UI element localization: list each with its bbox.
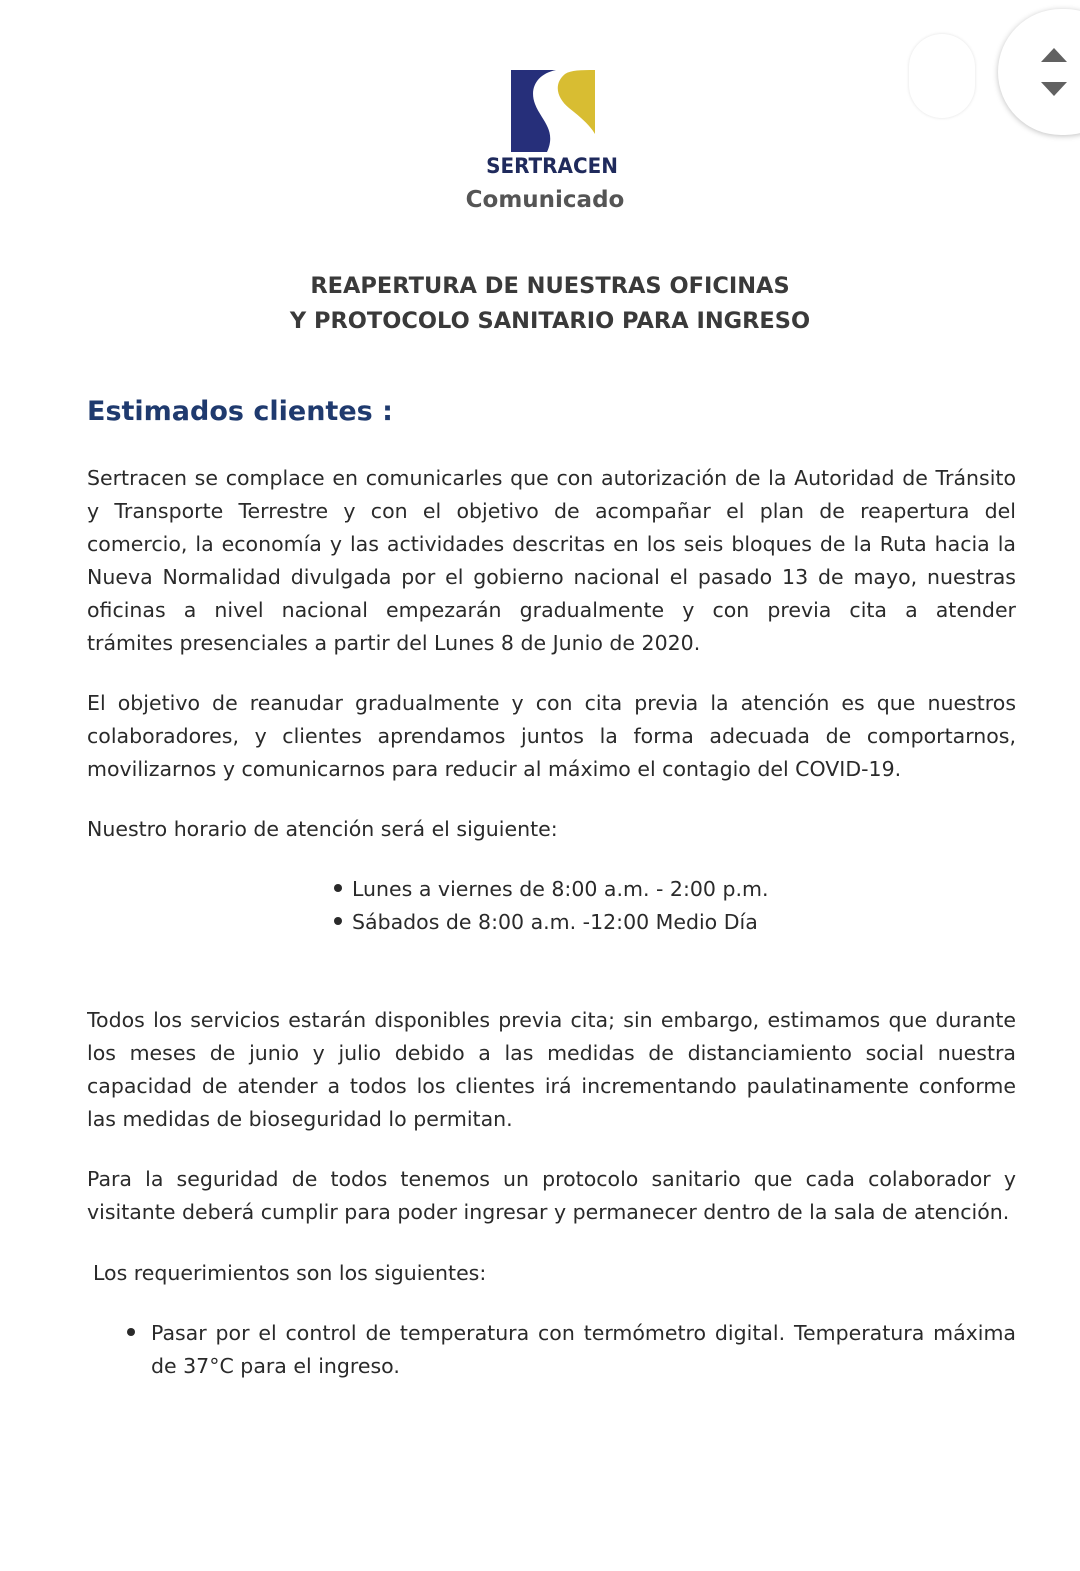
arrow-down-icon[interactable]: [1041, 82, 1067, 96]
paragraph-line: comercio, la economía y las actividades descritas en los seis bloques de la Ruta hacia la: [87, 532, 1016, 556]
paragraph-line: Los requerimientos son los siguientes:: [93, 1261, 487, 1285]
paragraph-line: los meses de junio y julio debido a las medidas de distanciamiento social nuestra: [87, 1041, 1016, 1065]
schedule-intro: [87, 813, 1016, 846]
paragraph-services: [87, 1004, 1016, 1136]
sertracen-logo-icon: [511, 70, 595, 152]
bullet-icon: [127, 1328, 135, 1336]
paragraph-objective: [87, 687, 1016, 786]
title-line-1: REAPERTURA DE NUESTRAS OFICINAS: [310, 273, 790, 299]
paragraph-line: capacidad de atender a todos los clientes irá incrementando paulatinamente conforme: [87, 1074, 1016, 1098]
schedule-list: [334, 873, 769, 939]
bullet-icon: [334, 917, 342, 925]
paragraph-line: de 37°C para el ingreso.: [151, 1354, 400, 1378]
scroll-button[interactable]: [998, 9, 1080, 135]
paragraph-line: las medidas de bioseguridad lo permitan.: [87, 1107, 513, 1131]
brand-name: SERTRACEN: [486, 154, 618, 178]
paragraph-line: colaboradores, y clientes aprendamos juntos la forma adecuada de comportarnos,: [87, 724, 1016, 748]
list-item: [334, 873, 769, 906]
paragraph-line: oficinas a nivel nacional empezarán gradualmente y con previa cita a atender: [87, 598, 1016, 622]
greeting-heading: Estimados clientes :: [87, 396, 393, 427]
schedule-saturday: Sábados de 8:00 a.m. -12:00 Medio Día: [352, 910, 758, 934]
list-item: [334, 906, 769, 939]
arrow-up-icon[interactable]: [1041, 48, 1067, 62]
bullet-icon: [334, 884, 342, 892]
document-type: Comunicado: [465, 187, 625, 213]
paragraph-line: visitante deberá cumplir para poder ingresar y permanecer dentro de la sala de atención.: [87, 1200, 1010, 1224]
paragraph-line: Todos los servicios estarán disponibles previa cita; sin embargo, estimamos que durante: [87, 1008, 1016, 1032]
paragraph-line: Para la seguridad de todos tenemos un protocolo sanitario que cada colaborador y: [87, 1167, 1016, 1191]
paragraph-line: El objetivo de reanudar gradualmente y con cita previa la atención es que nuestros: [87, 691, 1016, 715]
requirement-item: [151, 1317, 1016, 1383]
paragraph-line: Nueva Normalidad divulgada por el gobierno nacional el pasado 13 de mayo, nuestras: [87, 565, 1016, 589]
title-line-2: Y PROTOCOLO SANITARIO PARA INGRESO: [289, 308, 811, 334]
paragraph-protocol: [87, 1163, 1016, 1229]
paragraph-line: Nuestro horario de atención será el siguiente:: [87, 817, 558, 841]
paragraph-line: y Transporte Terrestre y con el objetivo de acompañar el plan de reapertura del: [87, 499, 1016, 523]
paragraph-line: trámites presenciales a partir del Lunes 8 de Junio de 2020.: [87, 631, 701, 655]
paragraph-line: Sertracen se complace en comunicarles que con autorización de la Autoridad de Tránsito: [87, 466, 1016, 490]
paragraph-line: Pasar por el control de temperatura con termómetro digital. Temperatura máxima: [151, 1321, 1016, 1345]
paragraph-line: movilizarnos y comunicarnos para reducir al máximo el contagio del COVID-19.: [87, 757, 902, 781]
schedule-weekdays: Lunes a viernes de 8:00 a.m. - 2:00 p.m.: [352, 877, 769, 901]
requirements-intro: [93, 1257, 993, 1290]
paragraph-intro: [87, 462, 1016, 660]
scroll-pill[interactable]: [909, 34, 975, 118]
